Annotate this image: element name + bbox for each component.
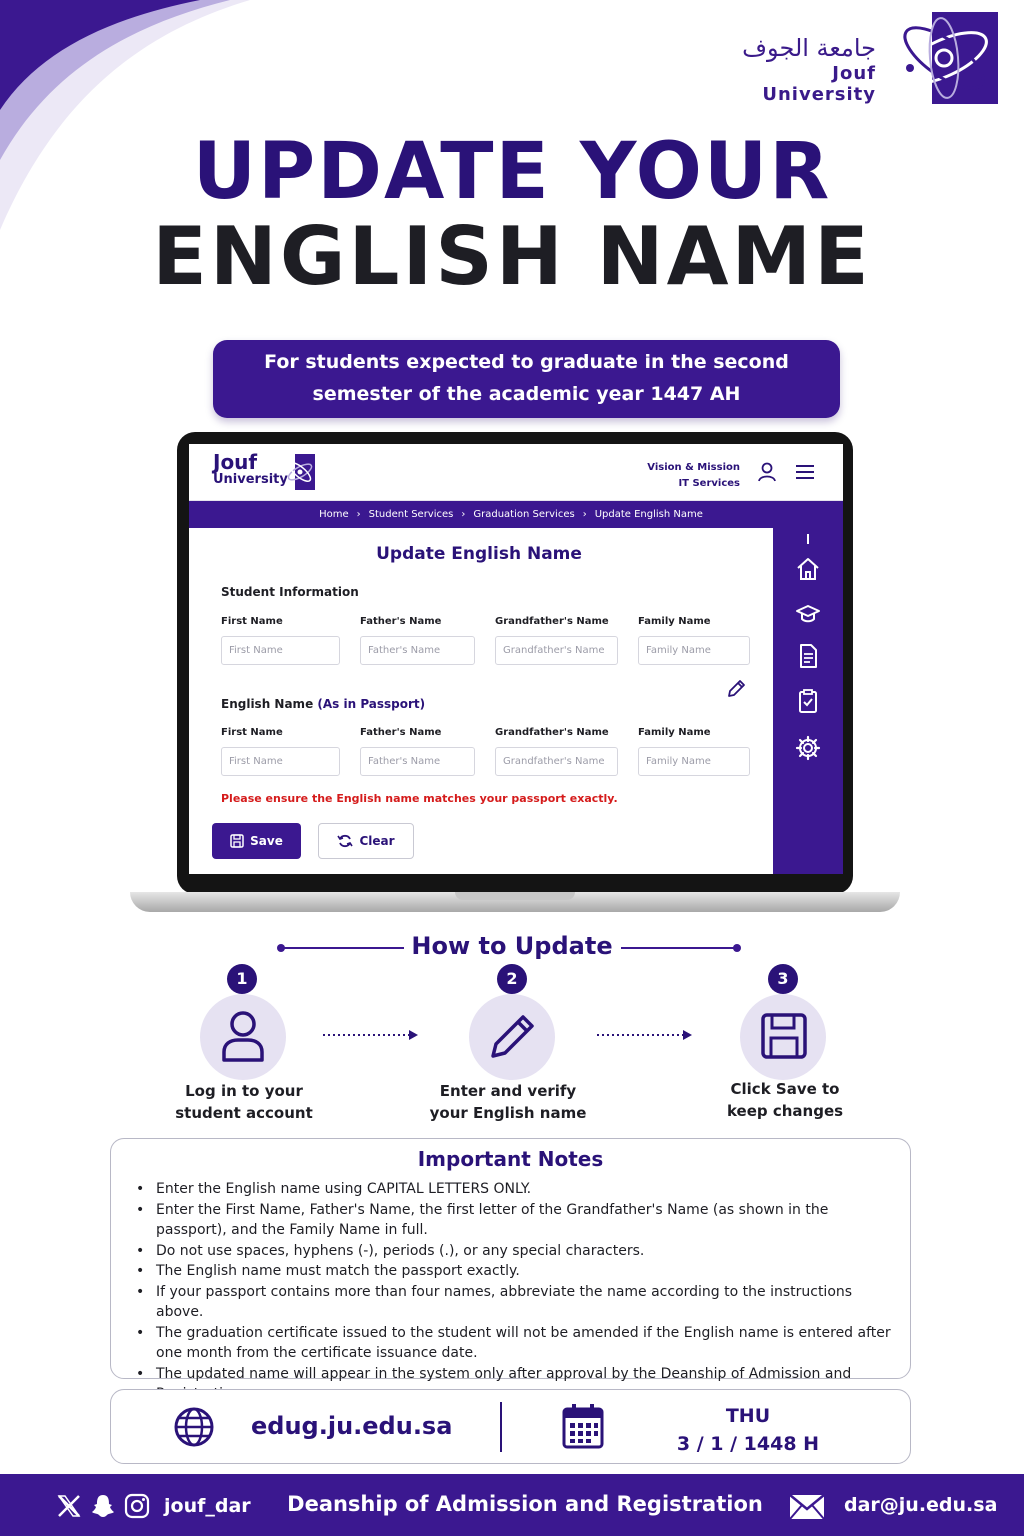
subtitle-banner [213, 340, 840, 418]
breadcrumb-current: Update English Name [594, 509, 703, 520]
form-content [189, 528, 773, 874]
atom-logo-icon [888, 10, 1000, 106]
step-3-line-1: Click Save to [730, 1080, 840, 1098]
student-grandfather-name-input[interactable]: Grandfather's Name [495, 636, 618, 665]
breadcrumb-separator: › [461, 509, 466, 520]
english-name-title-accent: (As in Passport) [317, 697, 426, 711]
date-day: THU [725, 1405, 771, 1427]
student-grandfather-name-label: Grandfather's Name [495, 616, 609, 627]
refresh-icon [337, 834, 353, 848]
step-arrow-1-icon [323, 1028, 419, 1042]
step-2-circle [469, 994, 555, 1080]
breadcrumb-student-services[interactable]: Student Services [368, 509, 454, 520]
page-title: Update English Name [376, 544, 582, 564]
note-item: • Enter the English name using CAPITAL LETTERS ONLY. [156, 1179, 901, 1200]
note-item: • If your passport contains more than four names, abbreviate the name according to the instructions above. [156, 1282, 901, 1323]
pencil-edit-icon[interactable] [725, 678, 747, 700]
subtitle-line-1: For students expected to graduate in the second [264, 351, 789, 373]
user-icon[interactable] [757, 462, 777, 482]
student-first-name-label: First Name [221, 616, 283, 627]
step-3-circle [740, 994, 826, 1080]
app-logo[interactable] [213, 452, 288, 488]
step-1-number: 1 [227, 964, 257, 994]
note-item: • Do not use spaces, hyphens (-), periods (.), or any special characters. [156, 1241, 901, 1262]
app-logo-line-2: University [213, 472, 288, 487]
english-name-title-text: English Name [221, 697, 314, 711]
app-logo-line-1: Jouf [213, 450, 258, 474]
step-1-text [144, 1080, 344, 1124]
english-grandfather-name-input[interactable]: Grandfather's Name [495, 747, 618, 776]
app-screen [189, 444, 843, 874]
passport-warning: Please ensure the English name matches your passport exactly. [221, 792, 618, 805]
save-icon [230, 834, 244, 848]
how-to-title: How to Update [411, 932, 613, 960]
it-services-link[interactable]: IT Services [678, 478, 740, 489]
gear-icon[interactable] [795, 735, 821, 761]
graduation-cap-icon[interactable] [795, 601, 821, 627]
step-2-text [408, 1080, 608, 1124]
important-notes-box [110, 1138, 911, 1382]
website-link[interactable]: edug.ju.edu.sa [251, 1412, 453, 1440]
english-family-name-label: Family Name [638, 727, 711, 738]
english-family-name-input[interactable]: Family Name [638, 747, 750, 776]
calendar-icon [561, 1402, 605, 1450]
student-info-title: Student Information [221, 585, 359, 599]
headline-line-2: ENGLISH NAME [152, 210, 872, 304]
student-father-name-label: Father's Name [360, 616, 442, 627]
clear-button[interactable] [318, 823, 414, 859]
footer [0, 1474, 1024, 1536]
student-father-name-input[interactable]: Father's Name [360, 636, 475, 665]
notes-title: Important Notes [417, 1147, 604, 1171]
step-2-number: 2 [497, 964, 527, 994]
laptop-notch [455, 892, 575, 900]
breadcrumb [189, 501, 843, 528]
english-first-name-label: First Name [221, 727, 283, 738]
info-bar [110, 1389, 911, 1464]
step-2-line-2: your English name [429, 1104, 587, 1122]
english-grandfather-name-label: Grandfather's Name [495, 727, 609, 738]
breadcrumb-graduation-services[interactable]: Graduation Services [473, 509, 575, 520]
save-button[interactable] [212, 823, 301, 859]
hamburger-menu-icon[interactable] [795, 464, 815, 480]
student-family-name-label: Family Name [638, 616, 711, 627]
how-line-right [621, 947, 737, 949]
step-3-text [685, 1078, 885, 1122]
footer-title: Deanship of Admission and Registration [287, 1492, 763, 1516]
english-name-title [221, 697, 425, 711]
step-3-line-2: keep changes [726, 1102, 844, 1120]
logo-english-name: Jouf University [762, 62, 876, 105]
university-logo [740, 10, 1000, 106]
vision-mission-link[interactable]: Vision & Mission [647, 462, 740, 473]
english-father-name-input[interactable]: Father's Name [360, 747, 475, 776]
app-atom-logo-icon [285, 454, 315, 490]
social-handle[interactable]: jouf_dar [164, 1495, 251, 1517]
footer-email[interactable]: dar@ju.edu.sa [844, 1494, 998, 1516]
note-item: • The updated name will appear in the system only after approval by the Deanship of Admission and [156, 1364, 901, 1405]
logo-arabic-name: جامعة الجوف [742, 34, 876, 62]
note-item: • Enter the First Name, Father's Name, the first letter of the Grandfather's Name (as shown in the passport), and the Family Name in full. [156, 1200, 901, 1241]
subtitle-line-2: semester of the academic year 1447 AH [312, 383, 741, 405]
note-item: • The graduation certificate issued to the student will not be amended if the English name is entered after one month from the certificate issuance date. [156, 1323, 901, 1364]
document-icon[interactable] [795, 643, 821, 669]
save-icon [759, 1011, 809, 1061]
home-icon[interactable] [795, 556, 821, 582]
breadcrumb-separator: › [356, 509, 361, 520]
mail-icon [789, 1494, 825, 1520]
student-family-name-input[interactable]: Family Name [638, 636, 750, 665]
clipboard-check-icon[interactable] [795, 688, 821, 714]
date-value: 3 / 1 / 1448 H [676, 1433, 820, 1455]
rail-handle-icon [807, 534, 809, 544]
step-1-line-2: student account [175, 1104, 313, 1122]
pencil-icon [487, 1010, 539, 1062]
header-links [647, 460, 740, 492]
step-1-line-1: Log in to your [185, 1082, 303, 1100]
step-1-circle [200, 994, 286, 1080]
breadcrumb-home[interactable]: Home [319, 509, 349, 520]
clear-button-label: Clear [359, 834, 395, 848]
step-2-line-1: Enter and verify [439, 1082, 577, 1100]
user-icon [218, 1008, 268, 1064]
globe-icon [173, 1406, 215, 1448]
side-rail [773, 528, 843, 874]
info-divider [500, 1402, 502, 1452]
student-first-name-input[interactable]: First Name [221, 636, 340, 665]
note-item: • The English name must match the passport exactly. [156, 1261, 901, 1282]
date-block [673, 1402, 823, 1458]
app-header [189, 444, 843, 501]
notes-list [156, 1179, 901, 1405]
save-button-label: Save [250, 834, 283, 848]
english-first-name-input[interactable]: First Name [221, 747, 340, 776]
headline-line-1: UPDATE YOUR [192, 127, 832, 217]
step-arrow-2-icon [597, 1028, 693, 1042]
how-line-dot-right [733, 944, 741, 952]
english-father-name-label: Father's Name [360, 727, 442, 738]
headline [0, 127, 1024, 304]
breadcrumb-separator: › [582, 509, 587, 520]
step-3-number: 3 [768, 964, 798, 994]
